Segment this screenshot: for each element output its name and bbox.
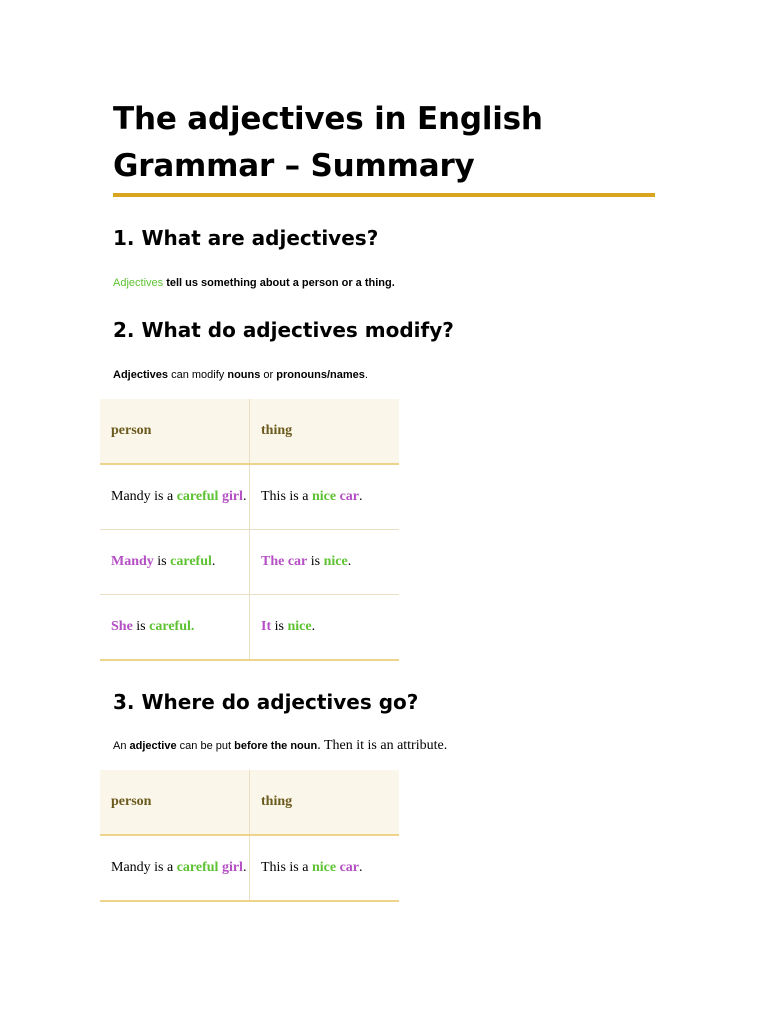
adjective: nice [287, 619, 312, 634]
cell-thing [250, 835, 400, 901]
noun: girl [221, 860, 243, 875]
table-header-row [100, 399, 399, 464]
section-3-heading: 3. Where do adjectives go? [113, 690, 419, 714]
text-fragment: . [364, 369, 368, 381]
text-fragment: . [359, 489, 363, 504]
term-adjective: adjective [129, 740, 177, 752]
position-examples-table [100, 770, 399, 902]
text-fragment: . [311, 619, 316, 634]
section-1-heading: 1. What are adjectives? [113, 226, 379, 250]
pronoun: She [111, 619, 133, 634]
table-row [100, 835, 399, 901]
term-pronouns: pronouns/names [276, 369, 365, 381]
text-fragment: Mandy is a [111, 489, 177, 504]
page-title: The adjectives in English Grammar – Summary [113, 101, 543, 184]
text-fragment: . [242, 860, 247, 875]
cell-person [100, 595, 250, 661]
text-fragment: or [260, 369, 277, 381]
section-2-text [113, 367, 368, 383]
noun: The car [261, 554, 308, 569]
text-fragment: This is a [261, 860, 312, 875]
adjective: careful. [149, 619, 195, 634]
header-person: person [100, 770, 250, 835]
section-2-heading: 2. What do adjectives modify? [113, 318, 454, 342]
adjective: careful [176, 489, 219, 504]
noun: car [339, 489, 359, 504]
table-row [100, 464, 399, 530]
adjective: nice [323, 554, 348, 569]
text-fragment: can be put [176, 740, 235, 752]
term-before-the-noun: before the noun [234, 740, 318, 752]
noun: Mandy [111, 554, 154, 569]
cell-person [100, 530, 250, 595]
text-fragment: is [132, 619, 150, 634]
text-fragment: This is a [261, 489, 312, 504]
text-fragment: . [359, 860, 363, 875]
text-fragment: can modify [168, 369, 228, 381]
cell-thing [250, 595, 400, 661]
pronoun: It [261, 619, 272, 634]
cell-thing [250, 530, 400, 595]
text-fragment: is [271, 619, 288, 634]
header-person: person [100, 399, 250, 464]
definition-text: tell us something about a person or a thing. [163, 277, 395, 289]
text-fragment: is [153, 554, 171, 569]
table-row [100, 595, 399, 661]
header-thing: thing [250, 399, 400, 464]
adjective: nice [311, 489, 337, 504]
adjective: nice [311, 860, 337, 875]
text-fragment: is [307, 554, 324, 569]
cell-person [100, 464, 250, 530]
cell-thing [250, 464, 400, 530]
text-fragment: Mandy is a [111, 860, 177, 875]
adjective: careful [176, 860, 219, 875]
attribute-note: . Then it is an attribute. [317, 738, 448, 753]
modify-examples-table [100, 399, 399, 661]
cell-person [100, 835, 250, 901]
noun: car [339, 860, 359, 875]
section-3-text [113, 738, 447, 754]
header-thing: thing [250, 770, 400, 835]
adjective: careful [170, 554, 212, 569]
text-fragment: . [347, 554, 352, 569]
title-underline [113, 193, 655, 197]
text-fragment: An [113, 740, 130, 752]
text-fragment: . [211, 554, 216, 569]
term-adjectives: Adjectives [113, 277, 164, 289]
term-nouns: nouns [227, 369, 261, 381]
term-adjectives: Adjectives [113, 369, 169, 381]
noun: girl [221, 489, 243, 504]
table-header-row [100, 770, 399, 835]
text-fragment: . [242, 489, 247, 504]
section-1-text [113, 275, 395, 291]
table-row [100, 530, 399, 595]
